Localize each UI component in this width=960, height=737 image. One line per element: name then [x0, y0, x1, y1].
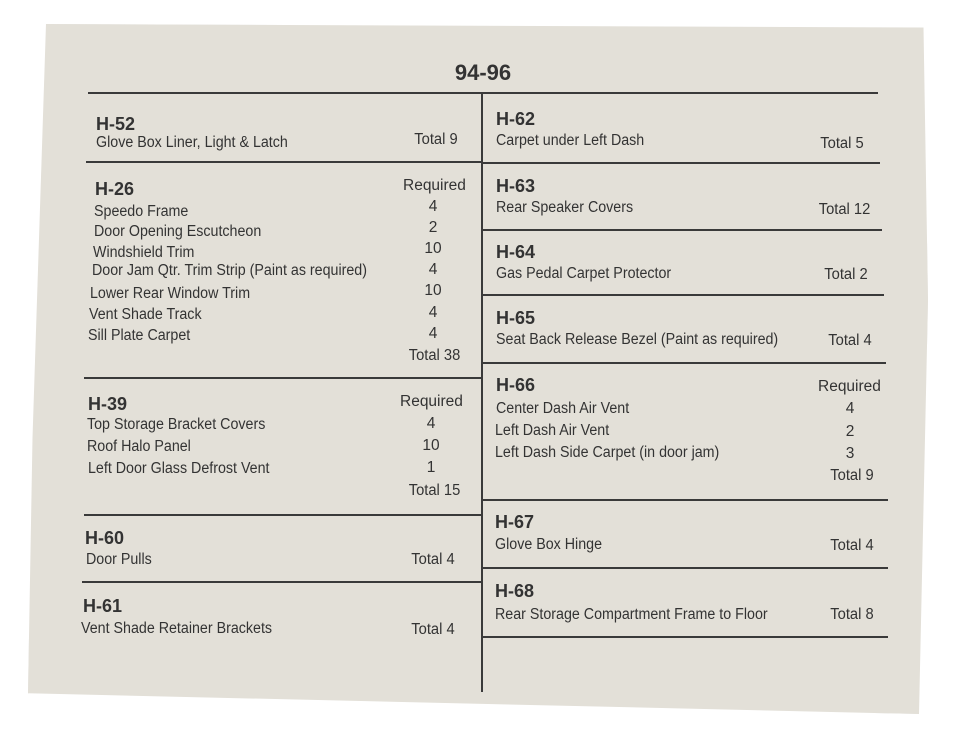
section-code: H-26 [95, 179, 135, 199]
required-header: Required [403, 177, 466, 194]
section-total: Total 4 [830, 537, 874, 554]
required-header: Required [400, 393, 463, 410]
section-total: Total 38 [408, 347, 460, 364]
part-name: Glove Box Liner, Light & Latch [96, 134, 288, 151]
rule-right-4 [482, 362, 886, 364]
part-name: Top Storage Bracket Covers [87, 416, 266, 433]
section-code: H-61 [83, 596, 123, 616]
part-name: Gas Pedal Carpet Protector [496, 265, 672, 282]
part-name: Windshield Trim [93, 244, 195, 261]
part-name: Door Jam Qtr. Trim Strip (Paint as required) [92, 262, 367, 279]
part-qty: 4 [428, 198, 438, 215]
rule-left-4 [82, 581, 482, 583]
section-total: Total 9 [414, 131, 458, 148]
part-name: Sill Plate Carpet [88, 327, 191, 344]
part-qty: 1 [426, 459, 436, 476]
part-name: Carpet under Left Dash [496, 132, 645, 149]
top-rule [88, 92, 878, 94]
section-code: H-67 [495, 512, 535, 532]
rule-right-6 [482, 567, 888, 569]
rule-right-7 [482, 636, 888, 638]
part-name: Speedo Frame [94, 203, 189, 220]
section-total: Total 8 [830, 606, 874, 623]
part-qty: 4 [426, 415, 436, 432]
required-header: Required [818, 378, 881, 395]
part-name: Rear Speaker Covers [496, 199, 634, 216]
section-total: Total 4 [828, 332, 872, 349]
rule-left-3 [84, 514, 482, 516]
part-name: Roof Halo Panel [87, 438, 191, 455]
part-qty: 2 [428, 219, 438, 236]
rule-left-2 [84, 377, 482, 379]
part-qty: 3 [845, 445, 855, 462]
part-name: Left Dash Side Carpet (in door jam) [495, 444, 720, 461]
part-name: Door Pulls [86, 551, 152, 568]
rule-right-3 [482, 294, 884, 296]
section-code: H-68 [495, 581, 535, 601]
part-name: Lower Rear Window Trim [90, 285, 251, 302]
part-qty: 10 [424, 282, 442, 299]
part-name: Left Dash Air Vent [495, 422, 610, 439]
part-name: Left Door Glass Defrost Vent [88, 460, 270, 477]
part-qty: 4 [845, 400, 855, 417]
section-total: Total 4 [411, 621, 455, 638]
part-qty: 10 [422, 437, 440, 454]
rule-right-1 [482, 162, 880, 164]
part-name: Glove Box Hinge [495, 536, 603, 553]
rule-right-5 [482, 499, 888, 501]
center-divider [481, 92, 483, 692]
part-name: Vent Shade Retainer Brackets [81, 620, 273, 637]
part-qty: 4 [428, 304, 438, 321]
part-name: Vent Shade Track [89, 306, 202, 323]
section-code: H-63 [496, 176, 536, 196]
part-qty: 4 [428, 261, 438, 278]
section-code: H-66 [496, 375, 536, 395]
section-code: H-65 [496, 308, 536, 328]
section-code: H-52 [96, 114, 136, 134]
part-name: Seat Back Release Bezel (Paint as required) [496, 331, 779, 348]
rule-right-2 [482, 229, 882, 231]
section-code: H-62 [496, 109, 536, 129]
part-name: Door Opening Escutcheon [94, 223, 262, 240]
rule-left-1 [86, 161, 482, 163]
section-total: Total 12 [818, 201, 870, 218]
parts-sheet [28, 24, 928, 714]
section-total: Total 4 [411, 551, 455, 568]
part-qty: 10 [424, 240, 442, 257]
sheet-title: 94-96 [454, 60, 512, 85]
part-name: Center Dash Air Vent [496, 400, 630, 417]
section-total: Total 15 [408, 482, 460, 499]
section-code: H-64 [496, 242, 536, 262]
section-total: Total 2 [824, 266, 868, 283]
section-code: H-39 [88, 394, 128, 414]
section-total: Total 9 [830, 467, 874, 484]
part-name: Rear Storage Compartment Frame to Floor [495, 606, 768, 623]
section-code: H-60 [85, 528, 125, 548]
section-total: Total 5 [820, 135, 864, 152]
part-qty: 2 [845, 423, 855, 440]
part-qty: 4 [428, 325, 438, 342]
